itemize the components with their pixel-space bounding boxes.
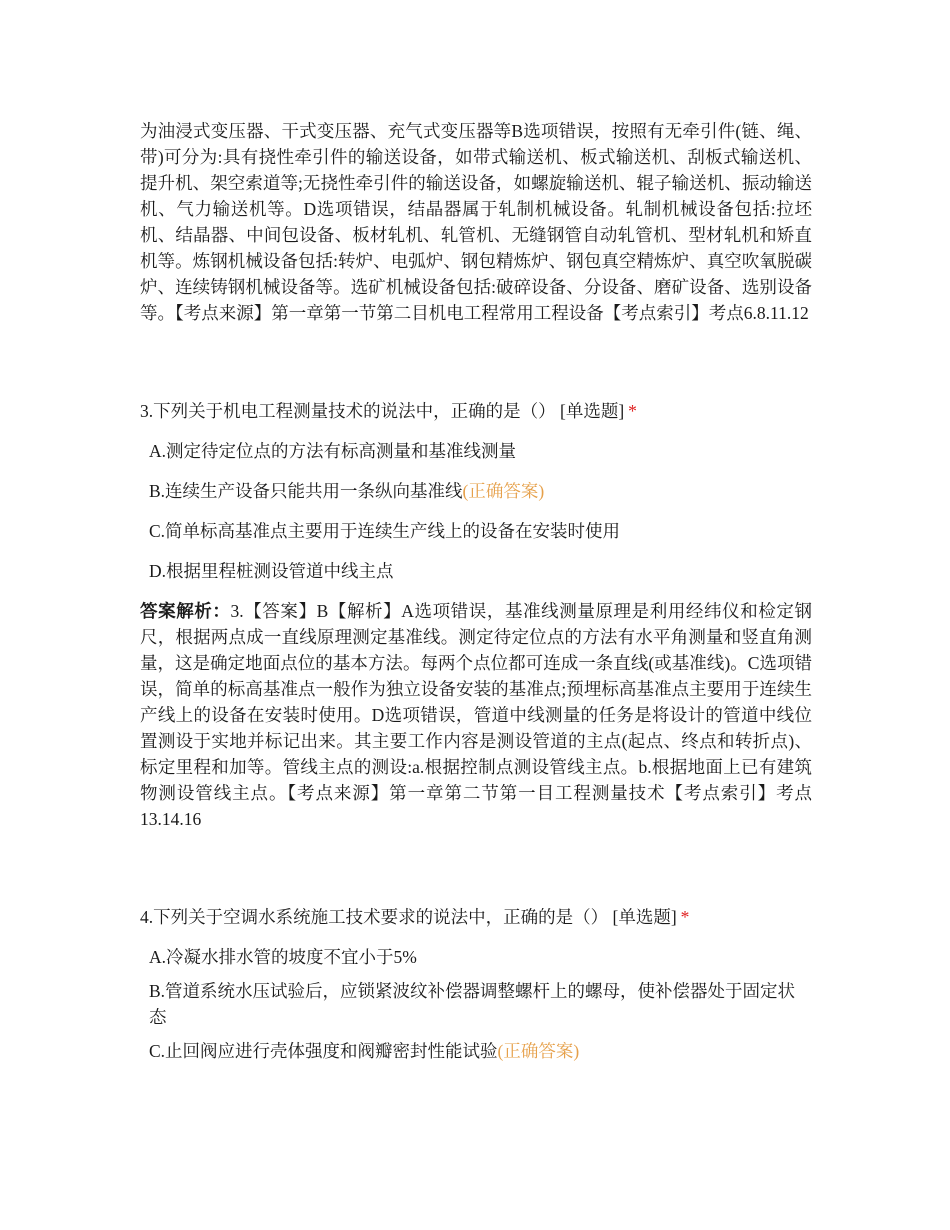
correct-answer-marker: (正确答案): [462, 481, 545, 501]
question-4-title-text: 4.下列关于空调水系统施工技术要求的说法中，正确的是（） [单选题]: [140, 907, 677, 927]
option-label: A.冷凝水排水管的坡度不宜小于5%: [149, 947, 417, 967]
spacer: [140, 832, 812, 904]
question-3-options: [140, 438, 812, 584]
question-4-option-a[interactable]: [140, 944, 812, 970]
question-4: [140, 904, 812, 1064]
correct-answer-marker: (正确答案): [497, 1041, 580, 1061]
question-3-title-text: 3.下列关于机电工程测量技术的说法中，正确的是（） [单选题]: [140, 401, 625, 421]
question-3-title: [140, 398, 812, 424]
option-label: C.止回阀应进行壳体强度和阀瓣密封性能试验: [149, 1041, 498, 1061]
document-page: [140, 118, 812, 1064]
question-3-option-c[interactable]: [140, 518, 812, 544]
question-4-option-c[interactable]: [140, 1038, 812, 1064]
q2-analysis-continuation: 为油浸式变压器、干式变压器、充气式变压器等B选项错误，按照有无牵引件(链、绳、带)可分为:具有挠性牵引件的输送设备，如带式输送机、板式输送机、刮板式输送机、提升机、架空索道等;无挠性牵引件的输送设备，如螺旋输送机、辊子输送机、振动输送机、气力输送机等。D选项错误，结晶器属于轧制机械设备。轧制机械设备包括:拉坯机、结晶器、中间包设备、板材轧机、轧管机、无缝钢管自动轧管机、型材轧机和矫直机等。炼钢机械设备包括:转炉、电弧炉、钢包精炼炉、钢包真空精炼炉、真空吹氧脱碳炉、连续铸钢机械设备等。选矿机械设备包括:破碎设备、分设备、磨矿设备、选别设备等。【考点来源】第一章第一节第二目机电工程常用工程设备【考点索引】考点6.8.11.12: [140, 121, 812, 323]
option-label: B.管道系统水压试验后，应锁紧波纹补偿器调整螺杆上的螺母，使补偿器处于固定状态: [149, 981, 796, 1027]
question-4-options: [140, 944, 812, 1064]
question-3-option-d[interactable]: [140, 558, 812, 584]
question-3: [140, 398, 812, 832]
option-label: C.简单标高基准点主要用于连续生产线上的设备在安装时使用: [149, 521, 621, 541]
question-3-analysis: [140, 598, 812, 832]
option-label: D.根据里程桩测设管道中线主点: [149, 561, 394, 581]
question-4-title: [140, 904, 812, 930]
analysis-label: 答案解析：: [140, 601, 231, 621]
analysis-text: 3.【答案】B【解析】A选项错误，基准线测量原理是利用经纬仪和检定钢尺，根据两点成一直线原理测定基准线。测定待定位点的方法有水平角测量和竖直角测量，这是确定地面点位的基本方法。每两个点位都可连成一条直线(或基准线)。C选项错误，简单的标高基准点一般作为独立设备安装的基准点;预埋标高基准点主要用于连续生产线上的设备在安装时使用。D选项错误，管道中线测量的任务是将设计的管道中线位置测设于实地并标记出来。其主要工作内容是测设管道的主点(起点、终点和转折点)、标定里程和加等。管线主点的测设:a.根据控制点测设管线主点。b.根据地面上已有建筑物测设管线主点。【考点来源】第一章第二节第一目工程测量技术【考点索引】考点13.14.16: [140, 601, 812, 829]
spacer: [140, 326, 812, 398]
option-label: A.测定待定位点的方法有标高测量和基准线测量: [149, 441, 517, 461]
required-marker: *: [628, 401, 637, 421]
required-marker: *: [680, 907, 690, 927]
option-label: B.连续生产设备只能共用一条纵向基准线: [149, 481, 463, 501]
question-3-option-b[interactable]: [140, 478, 812, 504]
question-3-option-a[interactable]: [140, 438, 812, 464]
question-4-option-b[interactable]: [140, 978, 812, 1030]
